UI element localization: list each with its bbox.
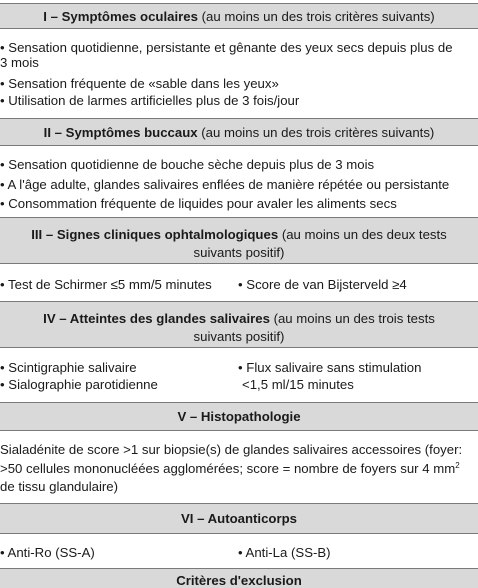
list-item: • Sensation quotidienne, persistante et gênante des yeux secs depuis plus de — [0, 40, 453, 55]
section-note-line2: suivants positif) — [193, 329, 285, 344]
section-title: IV – Atteintes des glandes salivaires — [43, 311, 270, 326]
list-item: • Anti-Ro (SS-A) — [0, 545, 95, 560]
section-note: (au moins un des trois critères suivants) — [197, 9, 435, 24]
list-item: • Consommation fréquente de liquides pour avaler les aliments secs — [0, 196, 397, 211]
list-item: • Test de Schirmer ≤5 mm/5 minutes — [0, 277, 212, 292]
section-note: (au moins un des trois tests — [269, 311, 435, 326]
list-item: • A l'âge adulte, glandes salivaires enflées de manière répétée ou persistante — [0, 177, 450, 192]
section-header-4 — [0, 301, 478, 348]
section-header-exclusion — [0, 568, 478, 588]
section-note: (au moins un des deux tests — [278, 227, 447, 242]
list-item: • Utilisation de larmes artificielles plus de 3 fois/jour — [0, 93, 300, 108]
section-header-5 — [0, 402, 478, 431]
section-header-6 — [0, 503, 478, 534]
list-item: • Anti-La (SS-B) — [238, 545, 331, 560]
paragraph-text: >50 cellules mononucléées agglomérées; score = nombre de foyers sur 4 mm — [0, 461, 456, 476]
section-note: (au moins un des trois critères suivants) — [197, 125, 435, 140]
list-item: 3 mois — [0, 55, 39, 70]
section-header-3 — [0, 217, 478, 264]
section-title: Critères d'exclusion — [176, 573, 302, 588]
section-title: III – Signes cliniques ophtalmologiques — [31, 227, 279, 242]
list-item: • Flux salivaire sans stimulation — [238, 360, 422, 375]
section-title: V – Histopathologie — [177, 409, 301, 424]
section-note-line2: suivants positif) — [193, 245, 285, 260]
list-item: • Scintigraphie salivaire — [0, 360, 137, 375]
section-title: I – Symptômes oculaires — [43, 9, 198, 24]
paragraph-line: de tissu glandulaire) — [0, 479, 119, 494]
list-item: • Sialographie parotidienne — [0, 377, 158, 392]
list-item: <1,5 ml/15 minutes — [242, 377, 354, 392]
paragraph-line: Sialadénite de score >1 sur biopsie(s) de glandes salivaires accessoires (foyer: — [0, 442, 463, 457]
section-header-2 — [0, 118, 478, 146]
superscript: 2 — [455, 461, 460, 470]
section-header-1 — [0, 3, 478, 29]
paragraph-line — [0, 461, 460, 476]
list-item: • Sensation quotidienne de bouche sèche depuis plus de 3 mois — [0, 157, 375, 172]
list-item: • Score de van Bijsterveld ≥4 — [238, 277, 407, 292]
section-title: VI – Autoanticorps — [180, 511, 297, 526]
list-item: • Sensation fréquente de «sable dans les yeux» — [0, 76, 279, 91]
section-title: II – Symptômes buccaux — [43, 125, 198, 140]
